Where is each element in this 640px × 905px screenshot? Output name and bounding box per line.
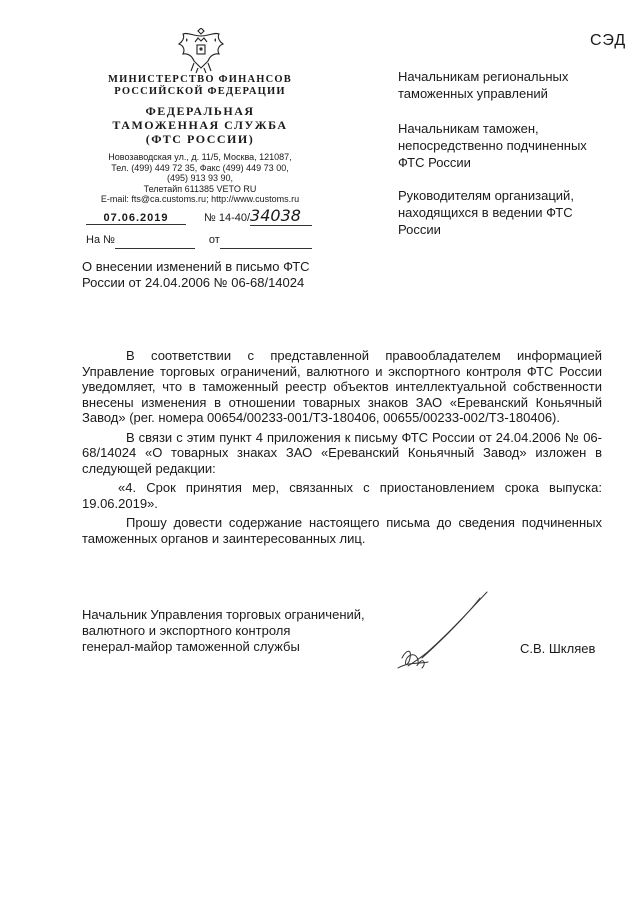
signatory-name: С.В. Шкляев	[520, 641, 596, 656]
body-paragraph: В соответствии с представленной правообладателем информацией Управление торговых ограничений, валютного и экспортного контроля ФТС России уведомляет, что в таможенный реестр объектов интеллектуальной собственности внесены изменения в отношении товарных знаков ЗАО «Ереванский Коньячный Завод» (рег. номера 00654/00233-001/ТЗ-180406, 00655/00233-002/ТЗ-180406).	[82, 348, 602, 425]
body-paragraph: В связи с этим пункт 4 приложения к письму ФТС России от 24.04.2006 № 06-68/14024 «О товарных знаках ЗАО «Ереванский Коньячный Завод» изложен в следующей редакции:	[82, 429, 602, 476]
address-block	[70, 152, 330, 205]
service-title	[88, 104, 312, 146]
sed-label: СЭД	[590, 32, 627, 49]
letter-body	[82, 348, 602, 550]
body-paragraph: «4. Срок принятия мер, связанных с приостановлением срока выпуска: 19.06.2019».	[82, 480, 602, 511]
na-label: На №	[86, 234, 115, 246]
document-number-handwritten: 34038	[250, 206, 312, 226]
signatory-title-line: Начальник Управления торговых ограничений,	[82, 607, 365, 622]
address-line: E-mail: fts@ca.customs.ru; http://www.customs.ru	[100, 194, 300, 204]
signatory-title	[82, 607, 402, 655]
address-line: (495) 913 93 90,	[166, 173, 234, 183]
service-line-2: ТАМОЖЕННАЯ СЛУЖБА	[112, 118, 288, 132]
handwritten-signature	[392, 588, 502, 678]
letter-subject: О внесении изменений в письмо ФТС России от 24.04.2006 № 06-68/14024	[82, 259, 310, 290]
address-line: Телетайп 611385 VETO RU	[143, 183, 257, 194]
reference-line	[86, 230, 326, 249]
ot-label: от	[208, 234, 220, 246]
recipient-3: Руководителям организаций, находящихся в ведении ФТС России	[398, 188, 574, 237]
ministry-line-2: РОССИЙСКОЙ ФЕДЕРАЦИИ	[114, 86, 286, 97]
service-line-3: (ФТС РОССИИ)	[145, 132, 255, 146]
recipient-2: Начальникам таможен, непосредственно подчиненных ФТС России	[398, 121, 587, 170]
body-paragraph: Прошу довести содержание настоящего письма до сведения подчиненных таможенных органов и заинтересованных лиц.	[82, 515, 602, 546]
signatory-title-line: валютного и экспортного контроля	[82, 623, 291, 638]
coat-of-arms-emblem	[176, 28, 226, 74]
registration-line	[86, 206, 326, 226]
document-date: 07.06.2019	[86, 212, 186, 225]
recipient-1: Начальникам региональных таможенных управлений	[398, 69, 569, 101]
document-number-prefix: № 14-40/	[204, 212, 251, 224]
ministry-line-1: МИНИСТЕРСТВО ФИНАНСОВ	[108, 74, 292, 85]
service-line-1: ФЕДЕРАЛЬНАЯ	[145, 104, 255, 118]
address-line: Новозаводская ул., д. 11/5, Москва, 121087,	[108, 152, 292, 162]
ministry-title	[88, 74, 312, 98]
address-line: Тел. (499) 449 72 35, Факс (499) 449 73 00,	[111, 162, 289, 173]
na-field	[115, 230, 195, 249]
ot-field	[220, 230, 312, 249]
signatory-title-line: генерал-майор таможенной службы	[82, 639, 300, 654]
